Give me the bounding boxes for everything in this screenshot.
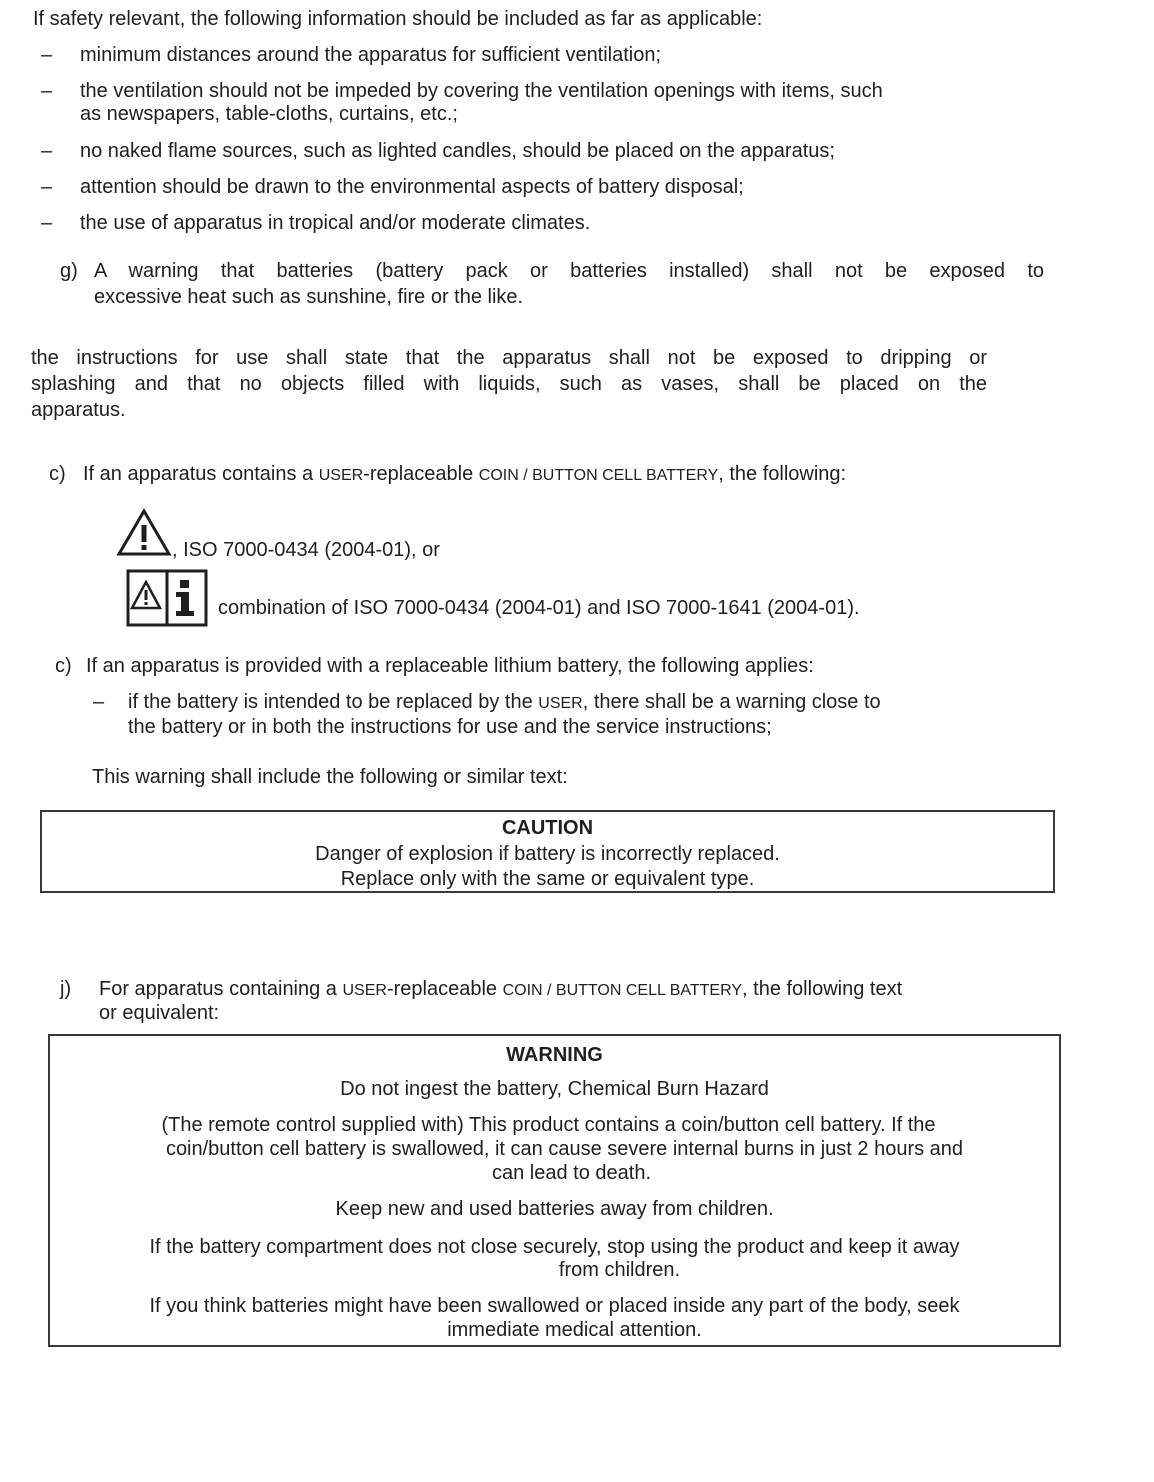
iso-symbol-caption: , ISO 7000-0434 (2004-01), or bbox=[172, 539, 440, 561]
warning-paragraph: Do not ingest the battery, Chemical Burn Hazard bbox=[340, 1078, 769, 1100]
caution-title: CAUTION bbox=[501, 817, 594, 839]
warning-paragraph: Keep new and used batteries away from children. bbox=[335, 1198, 774, 1220]
list-item-text: the use of apparatus in tropical and/or moderate climates. bbox=[80, 212, 591, 234]
text-run: -replaceable bbox=[386, 978, 503, 1000]
warning-paragraph: can lead to death. bbox=[491, 1162, 651, 1184]
item-j-line2: or equivalent: bbox=[99, 1002, 220, 1024]
item-g-line2: excessive heat such as sunshine, fire or the like. bbox=[94, 286, 524, 308]
lithium-bullet-line1 bbox=[128, 690, 1041, 716]
warning-box bbox=[48, 1034, 1061, 1347]
warning-paragraph: (The remote control supplied with) This product contains a coin/button cell battery. If the bbox=[161, 1114, 936, 1136]
warning-paragraph: immediate medical attention. bbox=[447, 1319, 702, 1341]
warning-intro-text: This warning shall include the following or similar text: bbox=[92, 766, 568, 788]
text-run: If an apparatus contains a bbox=[83, 463, 319, 485]
text-run bbox=[128, 690, 881, 716]
warning-triangle-icon bbox=[116, 508, 172, 556]
dash-marker: – bbox=[41, 44, 53, 66]
small-caps-term: USER bbox=[342, 982, 387, 999]
dash-marker: – bbox=[41, 176, 53, 198]
manual-warning-info-icon bbox=[125, 568, 209, 628]
item-marker: j) bbox=[60, 978, 72, 1000]
item-c-text bbox=[83, 462, 846, 488]
text-run: -replaceable bbox=[363, 463, 479, 485]
text-run: , the following text bbox=[742, 978, 903, 1000]
paragraph-line: the instructions for use shall state that the apparatus shall not be exposed to dripping or bbox=[31, 347, 987, 369]
caution-line: Replace only with the same or equivalent type. bbox=[340, 868, 755, 890]
caution-box bbox=[40, 810, 1055, 893]
intro-text: If safety relevant, the following information should be included as far as applicable: bbox=[33, 8, 763, 30]
paragraph-line: apparatus. bbox=[31, 399, 126, 421]
item-g-line1: A warning that batteries (battery pack or batteries installed) shall not be exposed to bbox=[94, 260, 1044, 282]
caution-line: Danger of explosion if battery is incorrectly replaced. bbox=[315, 843, 780, 865]
text-run: if the battery is intended to be replaced by the bbox=[128, 691, 539, 713]
list-item-text: minimum distances around the apparatus for sufficient ventilation; bbox=[80, 44, 662, 66]
item-c-lithium-text: If an apparatus is provided with a replaceable lithium battery, the following applies: bbox=[86, 655, 814, 677]
dash-marker: – bbox=[41, 212, 53, 234]
small-caps-term: USER bbox=[538, 695, 583, 712]
list-item-text: the ventilation should not be impeded by covering the ventilation openings with items, such bbox=[80, 80, 883, 102]
warning-paragraph: If the battery compartment does not close securely, stop using the product and keep it away bbox=[149, 1236, 960, 1258]
item-marker: c) bbox=[55, 655, 72, 677]
item-j-text bbox=[99, 977, 902, 1003]
dash-marker: – bbox=[41, 80, 53, 102]
item-marker: g) bbox=[60, 260, 78, 282]
small-caps-term: COIN / BUTTON CELL BATTERY bbox=[502, 982, 743, 999]
warning-paragraph: coin/button cell battery is swallowed, it can cause severe internal burns in just 2 hours and bbox=[165, 1138, 964, 1160]
dash-marker: – bbox=[41, 140, 53, 162]
warning-paragraph: from children. bbox=[558, 1259, 681, 1281]
lithium-bullet-line2: the battery or in both the instructions for use and the service instructions; bbox=[128, 716, 772, 738]
text-run: , the following: bbox=[718, 463, 847, 485]
warning-paragraph: If you think batteries might have been swallowed or placed inside any part of the body, seek bbox=[149, 1295, 960, 1317]
dash-marker: – bbox=[93, 691, 105, 713]
small-caps-term: COIN / BUTTON CELL BATTERY bbox=[478, 467, 719, 484]
iso-combination-caption: combination of ISO 7000-0434 (2004-01) and ISO 7000-1641 (2004-01). bbox=[218, 597, 860, 619]
small-caps-term: USER bbox=[318, 467, 364, 484]
item-marker: c) bbox=[49, 463, 66, 485]
text-run: For apparatus containing a bbox=[99, 978, 343, 1000]
list-item-text: attention should be drawn to the environmental aspects of battery disposal; bbox=[80, 176, 744, 198]
text-run: , there shall be a warning close to bbox=[582, 691, 881, 713]
paragraph-line: splashing and that no objects filled with liquids, such as vases, shall be placed on the bbox=[31, 373, 987, 395]
list-item-text: no naked flame sources, such as lighted candles, should be placed on the apparatus; bbox=[80, 140, 835, 162]
list-item-text: as newspapers, table-cloths, curtains, etc.; bbox=[80, 103, 458, 125]
warning-title: WARNING bbox=[506, 1044, 603, 1066]
